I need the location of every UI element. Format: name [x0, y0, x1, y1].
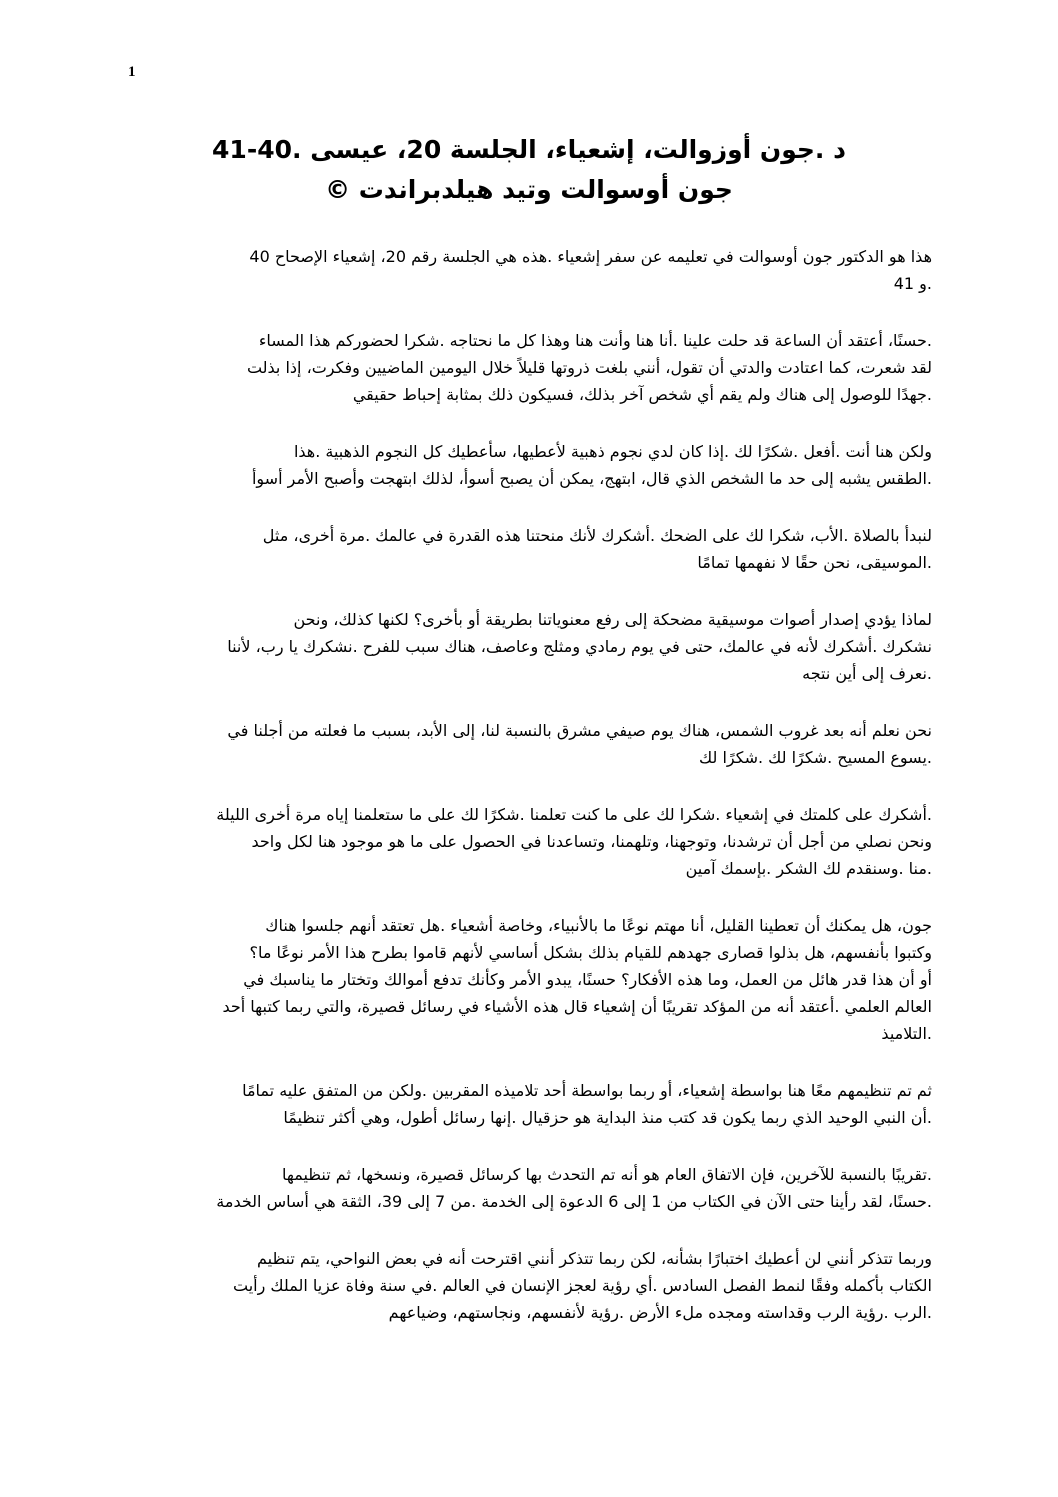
- paragraph: [128, 243, 932, 297]
- paragraph: [128, 912, 932, 1047]
- paragraph-line: .الرب .رؤية الرب وقداسته ومجده ملء الأرض .رؤية لأنفسهم، ونجاستهم، وضياعهم: [388, 1303, 932, 1322]
- paragraph-line: .حسنًا، أعتقد أن الساعة قد حلت علينا .أنا هنا وأنت هنا وهذا كل ما نحتاجه .شكرا لحضوركم هذا المساء: [258, 331, 932, 350]
- paragraph-line: .التلاميذ: [881, 1024, 932, 1043]
- title-line-2: جون أوسوالت وتيد هيلدبراندت ©: [325, 175, 733, 204]
- paragraph-line: ثم تم تنظيمهم معًا هنا بواسطة إشعياء، أو ربما بواسطة أحد تلاميذه المقربين .ولكن من المتفق عليه تمامًا: [242, 1081, 932, 1100]
- paragraph: [128, 717, 932, 771]
- document-title: [130, 130, 928, 210]
- paragraph-line: .الموسيقى، نحن حقًا لا نفهمها تمامًا: [697, 553, 932, 572]
- paragraph-line: جون، هل يمكنك أن تعطينا القليل، أنا مهتم نوعًا ما بالأنبياء، وخاصة أشعياء .هل تعتقد أنهم جلسوا هناك: [265, 916, 932, 935]
- paragraph: [128, 801, 932, 882]
- paragraph: [128, 438, 932, 492]
- paragraph-line: .الطقس يشبه إلى حد ما الشخص الذي قال، ابتهج، يمكن أن يصبح أسوأ، لذلك ابتهجت وأصبح الأمر أسوأ: [251, 469, 932, 488]
- paragraph-line: أو أن هذا قدر هائل من العمل، وما هذه الأفكار؟ حسنًا، يبدو الأمر وكأنك تدفع أموالك وتختار ما يناسبك في: [243, 970, 932, 989]
- paragraph-line: نحن نعلم أنه بعد غروب الشمس، هناك يوم صيفي مشرق بالنسبة لنا، إلى الأبد، بسبب ما فعلته من أجلنا في: [227, 721, 932, 740]
- paragraph-line: نشكرك .أشكرك لأنه في عالمك، حتى في يوم رمادي ومثلج وعاصف، هناك سبب للفرح .نشكرك يا رب، لأننا: [227, 637, 932, 656]
- paragraph-line: ونحن نصلي من أجل أن ترشدنا، وتوجهنا، وتلهمنا، وتساعدنا في الحصول على ما هو موجود هنا لكل واحد: [251, 832, 932, 851]
- paragraph-line: .منا .وسنقدم لك الشكر .بإسمك آمين: [685, 859, 932, 878]
- page-number: 1: [128, 64, 136, 80]
- paragraph-line: .أشكرك على كلمتك في إشعياء .شكرا لك على ما كنت تعلمنا .شكرًا لك على ما ستعلمنا إياه مرة أخرى الليلة: [216, 805, 932, 824]
- paragraph: [128, 1161, 932, 1215]
- paragraph-line: .و 41: [893, 274, 932, 293]
- paragraph-line: ولكن هنا أنت .أفعل .شكرًا لك .إذا كان لدي نجوم ذهبية لأعطيها، سأعطيك كل النجوم الذهبية .هذا: [293, 442, 932, 461]
- paragraph-line: هذا هو الدكتور جون أوسوالت في تعليمه عن سفر إشعياء .هذه هي الجلسة رقم 20، إشعياء الإصحاح 40: [249, 247, 932, 266]
- title-line-1: د .جون أوزوالت، إشعياء، الجلسة 20، عيسى .40-41: [212, 135, 846, 164]
- paragraph-line: .نعرف إلى أين نتجه: [802, 664, 932, 683]
- paragraph-line: .حسنًا، لقد رأينا حتى الآن في الكتاب من 1 إلى 6 الدعوة إلى الخدمة .من 7 إلى 39، الثقة هي أساس الخدمة: [216, 1192, 932, 1211]
- paragraph-line: الكتاب بأكمله وفقًا لنمط الفصل السادس .أي رؤية لعجز الإنسان في العالم .في سنة وفاة عزيا الملك رأيت: [232, 1276, 932, 1295]
- paragraph-line: وكتبوا بأنفسهم، هل بذلوا قصارى جهدهم للقيام بذلك بشكل أساسي لأنهم قاموا بطرح هذا الأمر نوعًا ما؟: [249, 943, 932, 962]
- paragraph: [128, 606, 932, 687]
- paragraph-line: لقد شعرت، كما اعتادت والدتي أن تقول، أنني بلغت ذروتها قليلاً خلال اليومين الماضيين وفكرت، إذا بذلت: [246, 358, 932, 377]
- paragraph-line: .جهدًا للوصول إلى هناك ولم يقم أي شخص آخر بذلك، فسيكون ذلك بمثابة إحباط حقيقي: [352, 385, 932, 404]
- paragraph-line: العالم العلمي .أعتقد أنه من المؤكد تقريبًا أن إشعياء قال هذه الأشياء في رسائل قصيرة، والتي ربما كتبها أحد: [222, 997, 932, 1016]
- paragraph-line: لماذا يؤدي إصدار أصوات موسيقية مضحكة إلى رفع معنوياتنا بطريقة أو بأخرى؟ لكنها كذلك، ونحن: [293, 610, 932, 629]
- paragraph-line: .يسوع المسيح .شكرًا لك .شكرًا لك: [699, 748, 932, 767]
- paragraph-line: لنبدأ بالصلاة .الأب، شكرا لك على الضحك .أشكرك لأنك منحتنا هذه القدرة في عالمك .مرة أخرى، مثل: [262, 526, 932, 545]
- paragraph: [128, 1077, 932, 1131]
- paragraph: [128, 1245, 932, 1326]
- paragraph: [128, 522, 932, 576]
- paragraph-line: .أن النبي الوحيد الذي ربما يكون قد كتب منذ البداية هو حزقيال .إنها رسائل أطول، وهي أكثر تنظيمًا: [283, 1108, 932, 1127]
- paragraph-line: وربما تتذكر أنني لن أعطيك اختبارًا بشأنه، لكن ربما تتذكر أنني اقترحت أنه في بعض النواحي، يتم تنظيم: [256, 1249, 932, 1268]
- paragraph: [128, 327, 932, 408]
- document-body: [128, 243, 932, 1356]
- paragraph-line: .تقريبًا بالنسبة للآخرين، فإن الاتفاق العام هو أنه تم التحدث بها كرسائل قصيرة، ونسخها، ثم تنظيمها: [281, 1165, 932, 1184]
